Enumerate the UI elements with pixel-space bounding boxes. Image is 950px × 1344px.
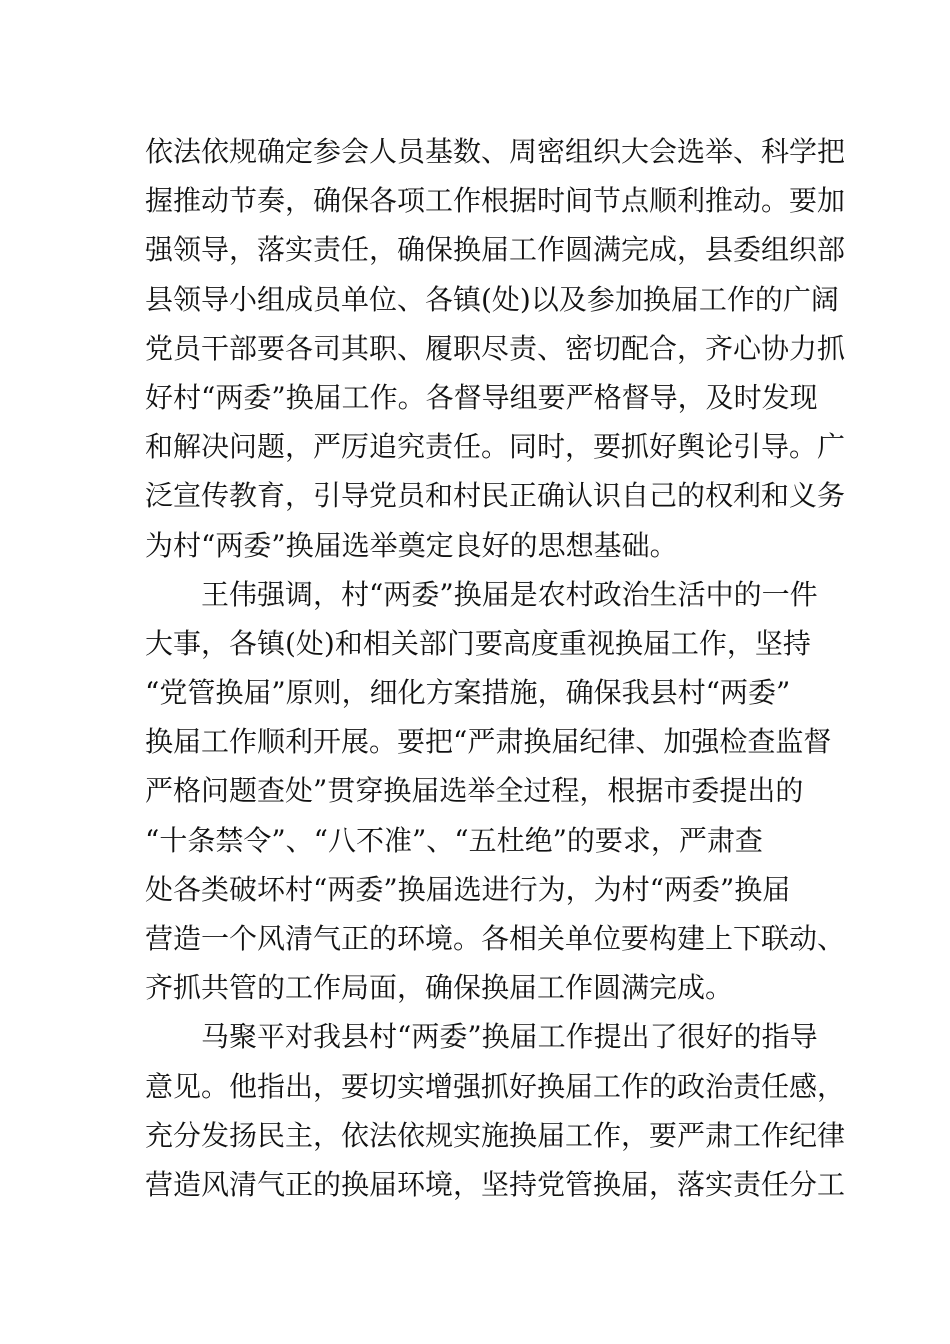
text-line: “党管换届”原则，细化方案措施，确保我县村“两委” [145, 676, 791, 710]
text-line: 强领导，落实责任，确保换届工作圆满完成，县委组织部 [145, 233, 846, 267]
text-line: 充分发扬民主，依法依规实施换届工作，要严肃工作纪律 [145, 1118, 846, 1152]
text-line: 齐抓共管的工作局面，确保换届工作圆满完成。 [145, 971, 734, 1005]
text-line: 大事，各镇(处)和相关部门要高度重视换届工作，坚持 [145, 626, 811, 660]
text-line: 为村“两委”换届选举奠定良好的思想基础。 [145, 528, 678, 562]
text-line: 好村“两委”换届工作。各督导组要严格督导，及时发现 [145, 380, 818, 414]
text-line: 意见。他指出，要切实增强抓好换届工作的政治责任感， [145, 1069, 846, 1103]
text-line: “十条禁令”、“八不准”、“五杜绝”的要求，严肃查 [145, 823, 763, 857]
paragraph-first-line: 马聚平对我县村“两委”换届工作提出了很好的指导 [201, 1020, 818, 1054]
text-line: 泛宣传教育，引导党员和村民正确认识自己的权利和义务 [145, 479, 846, 513]
paragraph-first-line: 王伟强调，村“两委”换届是农村政治生活中的一件 [201, 577, 818, 611]
text-line: 握推动节奏，确保各项工作根据时间节点顺利推动。要加 [145, 184, 846, 218]
text-line: 依法依规确定参会人员基数、周密组织大会选举、科学把 [145, 135, 846, 168]
text-line: 换届工作顺利开展。要把“严肃换届纪律、加强检查监督 [145, 725, 832, 759]
document-body [145, 127, 846, 1209]
text-line: 党员干部要各司其职、履职尽责、密切配合，齐心协力抓 [145, 331, 846, 365]
text-line: 严格问题查处”贯穿换届选举全过程，根据市委提出的 [145, 774, 804, 808]
text-line: 营造风清气正的换届环境，坚持党管换届，落实责任分工 [145, 1167, 846, 1201]
text-line: 县领导小组成员单位、各镇(处)以及参加换届工作的广阔 [145, 282, 839, 316]
text-line: 营造一个风清气正的环境。各相关单位要构建上下联动、 [145, 922, 846, 955]
text-line: 处各类破坏村“两委”换届选进行为，为村“两委”换届 [145, 872, 791, 906]
text-line: 和解决问题，严厉追究责任。同时，要抓好舆论引导。广 [145, 430, 846, 464]
